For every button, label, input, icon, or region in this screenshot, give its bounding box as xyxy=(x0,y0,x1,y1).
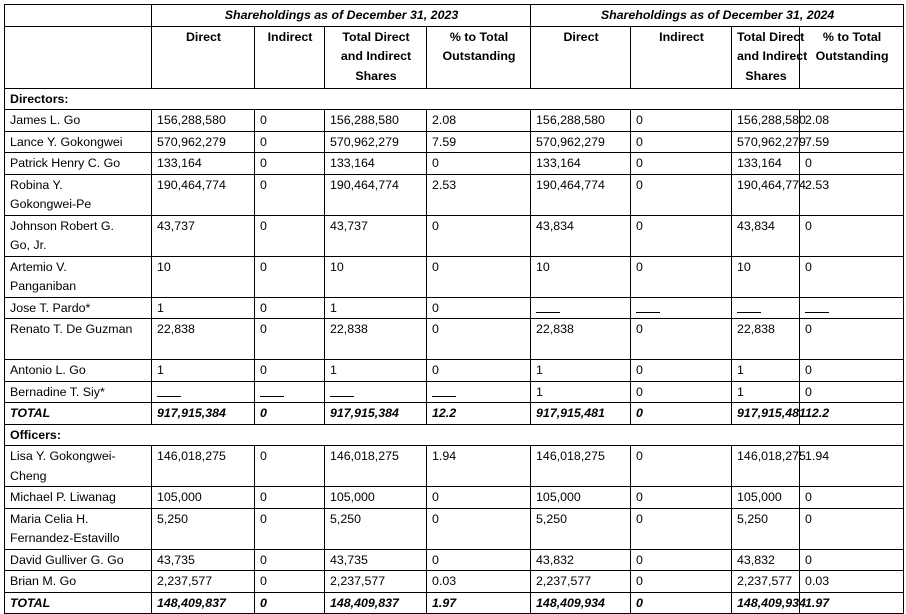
col-percent-2023 xyxy=(427,26,531,88)
name-cell xyxy=(5,131,152,153)
value-cell: 0 xyxy=(631,174,732,215)
header-line: Direct xyxy=(185,29,222,44)
value-cell: 5,250 xyxy=(152,508,255,549)
value-cell: 0 xyxy=(255,446,325,487)
blank-line xyxy=(636,299,660,313)
corner-cell xyxy=(5,5,152,27)
table-row xyxy=(5,297,904,319)
col-indirect-2023 xyxy=(255,26,325,88)
value-cell: 917,915,481 xyxy=(531,403,631,425)
value-cell: 43,832 xyxy=(732,549,800,571)
name-cell xyxy=(5,446,152,487)
header-line: Shares xyxy=(355,68,397,83)
value-cell: 0 xyxy=(631,549,732,571)
header-line: % to Total xyxy=(449,29,509,44)
value-cell: 2.53 xyxy=(427,174,531,215)
value-cell: 0 xyxy=(427,153,531,175)
name-cell xyxy=(5,360,152,382)
value-cell: 190,464,774 xyxy=(732,174,800,215)
value-cell: 190,464,774 xyxy=(152,174,255,215)
value-cell: 0 xyxy=(631,215,732,256)
value-cell: 1 xyxy=(531,360,631,382)
header-line: Total Direct xyxy=(342,29,410,44)
value-cell xyxy=(427,381,531,403)
value-cell: 2,237,577 xyxy=(531,571,631,593)
value-cell: 10 xyxy=(325,256,427,297)
value-cell: 7.59 xyxy=(800,131,904,153)
section-label: Officers: xyxy=(5,424,904,446)
value-cell: 0 xyxy=(427,256,531,297)
value-cell: 12.2 xyxy=(800,403,904,425)
value-cell: 2,237,577 xyxy=(152,571,255,593)
section-label: Directors: xyxy=(5,88,904,110)
value-cell: 0 xyxy=(631,592,732,614)
name-cell xyxy=(5,487,152,509)
value-cell: 917,915,384 xyxy=(152,403,255,425)
group-header-row xyxy=(5,5,904,27)
header-line: Indirect xyxy=(267,29,313,44)
value-cell: 1 xyxy=(732,381,800,403)
value-cell: 146,018,275 xyxy=(325,446,427,487)
value-cell: 2.08 xyxy=(800,110,904,132)
value-cell: 0 xyxy=(427,297,531,319)
total-label: TOTAL xyxy=(5,592,152,614)
value-cell: 0 xyxy=(255,592,325,614)
name-line: Cheng xyxy=(10,468,47,483)
value-cell: 133,164 xyxy=(732,153,800,175)
header-blank-cell xyxy=(5,26,152,88)
value-cell: 0 xyxy=(255,215,325,256)
value-cell: 570,962,279 xyxy=(531,131,631,153)
value-cell: 156,288,580 xyxy=(152,110,255,132)
value-cell: 1 xyxy=(732,360,800,382)
value-cell: 917,915,384 xyxy=(325,403,427,425)
name-line: James L. Go xyxy=(10,113,81,127)
value-cell: 0 xyxy=(631,571,732,593)
blank-line xyxy=(157,383,181,397)
value-cell: 917,915,481 xyxy=(732,403,800,425)
value-cell: 0 xyxy=(255,319,325,360)
value-cell: 0 xyxy=(427,319,531,360)
value-cell: 0 xyxy=(255,549,325,571)
blank-line xyxy=(805,299,829,313)
value-cell: 0 xyxy=(255,297,325,319)
value-cell: 1 xyxy=(152,360,255,382)
value-cell xyxy=(800,297,904,319)
name-cell xyxy=(5,215,152,256)
table-row xyxy=(5,571,904,593)
value-cell: 190,464,774 xyxy=(325,174,427,215)
value-cell: 22,838 xyxy=(732,319,800,360)
header-line: and Indirect xyxy=(340,49,412,63)
header-line: Shares xyxy=(745,68,787,83)
total-row xyxy=(5,403,904,425)
value-cell: 22,838 xyxy=(531,319,631,360)
value-cell: 133,164 xyxy=(531,153,631,175)
value-cell: 43,735 xyxy=(325,549,427,571)
table-row xyxy=(5,549,904,571)
name-cell xyxy=(5,508,152,549)
value-cell: 0 xyxy=(631,381,732,403)
value-cell: 22,838 xyxy=(152,319,255,360)
value-cell: 0 xyxy=(255,174,325,215)
name-cell xyxy=(5,110,152,132)
value-cell: 0 xyxy=(800,487,904,509)
table-row xyxy=(5,381,904,403)
value-cell: 0 xyxy=(800,153,904,175)
value-cell: 1.97 xyxy=(800,592,904,614)
table-row xyxy=(5,110,904,132)
blank-line xyxy=(432,383,456,397)
value-cell: 0 xyxy=(427,360,531,382)
value-cell: 0 xyxy=(255,360,325,382)
col-indirect-2024 xyxy=(631,26,732,88)
value-cell: 7.59 xyxy=(427,131,531,153)
col-total-2023 xyxy=(325,26,427,88)
column-header-row xyxy=(5,26,904,88)
value-cell: 0 xyxy=(631,446,732,487)
value-cell: 105,000 xyxy=(325,487,427,509)
value-cell: 2.08 xyxy=(427,110,531,132)
value-cell: 5,250 xyxy=(732,508,800,549)
section-row xyxy=(5,88,904,110)
value-cell: 1.94 xyxy=(427,446,531,487)
name-line: Johnson Robert G. xyxy=(10,218,115,233)
value-cell: 12.2 xyxy=(427,403,531,425)
value-cell: 1 xyxy=(325,360,427,382)
table-row xyxy=(5,215,904,256)
value-cell: 133,164 xyxy=(152,153,255,175)
value-cell: 156,288,580 xyxy=(732,110,800,132)
value-cell: 10 xyxy=(732,256,800,297)
value-cell: 570,962,279 xyxy=(325,131,427,153)
total-row xyxy=(5,592,904,614)
value-cell: 0 xyxy=(255,131,325,153)
name-cell xyxy=(5,381,152,403)
value-cell: 0 xyxy=(255,153,325,175)
header-line: Indirect xyxy=(659,29,704,44)
value-cell: 1 xyxy=(152,297,255,319)
blank-line xyxy=(330,383,354,397)
table-row xyxy=(5,508,904,549)
value-cell: 2,237,577 xyxy=(732,571,800,593)
value-cell: 10 xyxy=(531,256,631,297)
value-cell: 0 xyxy=(631,256,732,297)
value-cell: 146,018,275 xyxy=(732,446,800,487)
value-cell: 0 xyxy=(631,153,732,175)
name-line: Go, Jr. xyxy=(10,238,47,252)
table-row xyxy=(5,487,904,509)
table-row xyxy=(5,174,904,215)
value-cell: 43,834 xyxy=(531,215,631,256)
name-line: David Gulliver G. Go xyxy=(10,552,124,567)
name-cell xyxy=(5,174,152,215)
value-cell: 105,000 xyxy=(531,487,631,509)
value-cell: 0 xyxy=(255,256,325,297)
value-cell: 0 xyxy=(800,256,904,297)
group-header-2023: Shareholdings as of December 31, 2023 xyxy=(152,5,531,27)
value-cell: 0 xyxy=(800,360,904,382)
header-line: and Indirect xyxy=(737,49,808,63)
table-row xyxy=(5,256,904,297)
name-line: Fernandez-Estavillo xyxy=(10,531,120,545)
value-cell: 43,834 xyxy=(732,215,800,256)
value-cell: 43,737 xyxy=(152,215,255,256)
value-cell: 0 xyxy=(631,403,732,425)
value-cell: 5,250 xyxy=(325,508,427,549)
name-cell xyxy=(5,319,152,360)
name-cell xyxy=(5,256,152,297)
blank-line xyxy=(536,299,560,313)
value-cell xyxy=(732,297,800,319)
header-line: Total Direct xyxy=(737,29,805,44)
value-cell: 133,164 xyxy=(325,153,427,175)
value-cell: 190,464,774 xyxy=(531,174,631,215)
value-cell: 1 xyxy=(531,381,631,403)
value-cell: 0 xyxy=(255,403,325,425)
group-header-2024: Shareholdings as of December 31, 2024 xyxy=(531,5,904,27)
header-line: Direct xyxy=(563,29,599,44)
table-row xyxy=(5,446,904,487)
value-cell: 0 xyxy=(800,549,904,571)
name-line: Panganiban xyxy=(10,279,77,293)
name-line: Gokongwei-Pe xyxy=(10,197,92,211)
value-cell: 0 xyxy=(631,319,732,360)
col-direct-2023 xyxy=(152,26,255,88)
value-cell: 0 xyxy=(427,215,531,256)
value-cell: 0 xyxy=(800,381,904,403)
value-cell: 0 xyxy=(255,487,325,509)
value-cell xyxy=(255,381,325,403)
value-cell: 2.53 xyxy=(800,174,904,215)
col-total-2024 xyxy=(732,26,808,88)
value-cell: 10 xyxy=(152,256,255,297)
value-cell: 0 xyxy=(631,508,732,549)
value-cell: 0 xyxy=(631,360,732,382)
value-cell: 0 xyxy=(631,487,732,509)
value-cell: 43,737 xyxy=(325,215,427,256)
header-line: Outstanding xyxy=(442,49,516,63)
name-line: Patrick Henry C. Go xyxy=(10,156,121,170)
header-line: % to Total xyxy=(822,29,882,44)
value-cell: 0 xyxy=(255,110,325,132)
value-cell: 105,000 xyxy=(152,487,255,509)
name-cell xyxy=(5,153,152,175)
name-cell xyxy=(5,297,152,319)
table-row xyxy=(5,131,904,153)
value-cell: 0 xyxy=(800,319,904,360)
table-row xyxy=(5,360,904,382)
name-line: Lance Y. Gokongwei xyxy=(10,134,123,149)
name-line: Antonio L. Go xyxy=(10,363,86,377)
name-line: Renato T. De Guzman xyxy=(10,322,133,336)
value-cell: 0 xyxy=(255,571,325,593)
value-cell: 148,409,934 xyxy=(732,592,800,614)
col-direct-2024 xyxy=(531,26,631,88)
value-cell: 146,018,275 xyxy=(152,446,255,487)
value-cell: 570,962,279 xyxy=(732,131,800,153)
value-cell: 0 xyxy=(631,131,732,153)
value-cell: 1.94 xyxy=(800,446,904,487)
value-cell xyxy=(631,297,732,319)
name-line: Lisa Y. Gokongwei- xyxy=(10,449,116,463)
shareholdings-table xyxy=(4,4,904,614)
name-line: Artemio V. xyxy=(10,259,67,274)
value-cell: 0 xyxy=(800,508,904,549)
value-cell: 156,288,580 xyxy=(531,110,631,132)
value-cell: 156,288,580 xyxy=(325,110,427,132)
table-row xyxy=(5,153,904,175)
header-line: Outstanding xyxy=(815,49,889,63)
value-cell: 5,250 xyxy=(531,508,631,549)
value-cell: 1 xyxy=(325,297,427,319)
value-cell: 148,409,934 xyxy=(531,592,631,614)
name-cell xyxy=(5,571,152,593)
name-line: Robina Y. xyxy=(10,177,63,192)
value-cell: 43,832 xyxy=(531,549,631,571)
value-cell: 0 xyxy=(255,508,325,549)
total-label: TOTAL xyxy=(5,403,152,425)
name-line: Michael P. Liwanag xyxy=(10,490,116,504)
value-cell: 1.97 xyxy=(427,592,531,614)
value-cell: 105,000 xyxy=(732,487,800,509)
value-cell xyxy=(325,381,427,403)
value-cell xyxy=(152,381,255,403)
value-cell: 0 xyxy=(631,110,732,132)
value-cell: 0 xyxy=(427,549,531,571)
name-line: Brian M. Go xyxy=(10,574,77,588)
value-cell: 0 xyxy=(427,508,531,549)
name-line: Maria Celia H. xyxy=(10,511,89,526)
value-cell: 2,237,577 xyxy=(325,571,427,593)
value-cell: 148,409,837 xyxy=(325,592,427,614)
value-cell: 43,735 xyxy=(152,549,255,571)
value-cell: 148,409,837 xyxy=(152,592,255,614)
blank-line xyxy=(737,299,761,313)
blank-line xyxy=(260,383,284,397)
section-row xyxy=(5,424,904,446)
table-row xyxy=(5,319,904,360)
value-cell: 0 xyxy=(427,487,531,509)
value-cell xyxy=(531,297,631,319)
value-cell: 0.03 xyxy=(427,571,531,593)
value-cell: 0.03 xyxy=(800,571,904,593)
name-line: Jose T. Pardo* xyxy=(10,300,91,315)
value-cell: 146,018,275 xyxy=(531,446,631,487)
value-cell: 22,838 xyxy=(325,319,427,360)
value-cell: 0 xyxy=(800,215,904,256)
col-percent-2024 xyxy=(800,26,904,88)
name-line: Bernadine T. Siy* xyxy=(10,384,105,399)
value-cell: 570,962,279 xyxy=(152,131,255,153)
name-cell xyxy=(5,549,152,571)
